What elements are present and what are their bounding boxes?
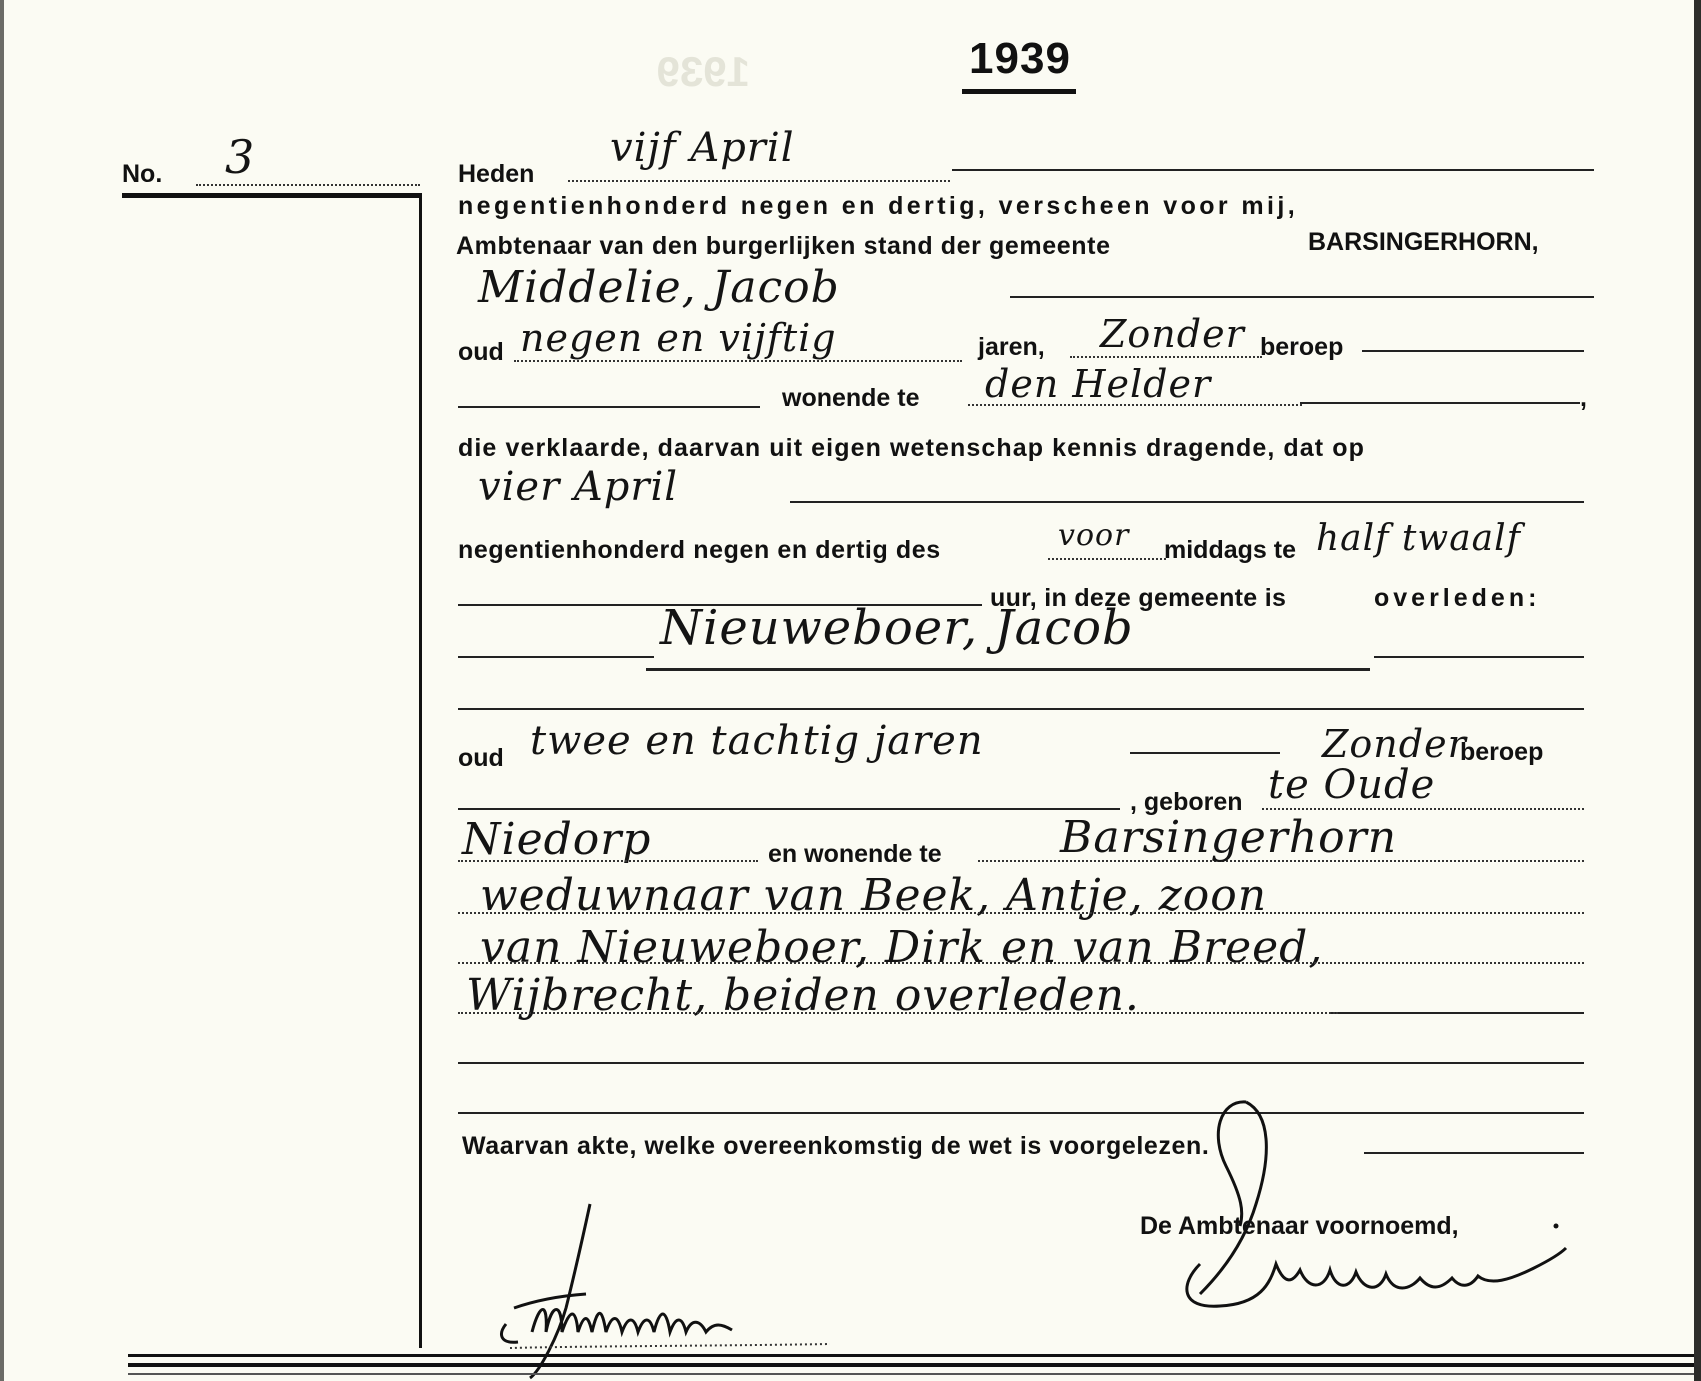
label-oud-deceased: oud — [458, 744, 504, 772]
label-heden: Heden — [458, 160, 535, 188]
hw-residence: Barsingerhorn — [1060, 812, 1398, 863]
hw-declarant-occupation: Zonder — [1100, 312, 1245, 356]
hw-voor: voor — [1058, 518, 1130, 553]
hw-deceased-age: twee en tachtig jaren — [530, 718, 984, 764]
label-beroep-deceased: beroep — [1460, 738, 1544, 766]
age-dots — [514, 360, 962, 362]
deceased-rule-right — [1374, 656, 1584, 658]
closing-statement: Waarvan akte, welke overeenkomstig de wet is voorgelezen. — [462, 1132, 1210, 1160]
margin-top-rule — [122, 193, 420, 198]
blank-rule-2 — [458, 1062, 1584, 1064]
page-edge-left — [0, 0, 4, 1381]
year-underline — [962, 89, 1076, 94]
hw-declarant-age: negen en vijftig — [520, 316, 837, 360]
occupation-dots — [1070, 356, 1262, 358]
label-oud: oud — [458, 338, 504, 366]
label-beroep: beroep — [1260, 333, 1344, 361]
residence-rule — [1300, 402, 1580, 404]
label-overleden: overleden: — [1374, 584, 1541, 612]
label-middags-te: middags te — [1164, 536, 1296, 564]
registrar-signature — [1160, 1094, 1580, 1334]
hw-declarant: Middelie, Jacob — [478, 262, 840, 313]
hw-birthplace-a: te Oude — [1268, 762, 1436, 808]
date-dots — [568, 180, 950, 182]
line-des: negentienhonderd negen en dertig des — [458, 536, 941, 564]
declarant-rule — [1010, 296, 1594, 298]
line-b-dots — [458, 962, 1584, 964]
label-geboren: , geboren — [1130, 788, 1243, 816]
hw-time: half twaalf — [1316, 518, 1521, 559]
label-wonende-te: wonende te — [782, 384, 920, 412]
hw-deceased: Nieuweboer, Jacob — [660, 600, 1134, 656]
deceased-rule-left — [458, 656, 654, 658]
line-c-rule — [1330, 1012, 1584, 1014]
hw-date: vijf April — [610, 125, 795, 171]
blank-rule-1 — [458, 708, 1584, 710]
number-value: 3 — [225, 130, 256, 184]
number-label: No. — [122, 160, 163, 188]
line-verklaarde: die verklaarde, daarvan uit eigen wetenschap kennis dragende, dat op — [458, 434, 1366, 462]
label-jaren: jaren, — [978, 333, 1045, 361]
bleed-through-year: 1939 — [656, 48, 750, 95]
municipality: BARSINGERHORN, — [1308, 228, 1539, 256]
age-rule — [1130, 752, 1280, 754]
date-rule — [952, 169, 1594, 171]
hw-declarant-residence: den Helder — [985, 362, 1212, 406]
line-ambtenaar: Ambtenaar van den burgerlijken stand der gemeente — [456, 232, 1111, 260]
hw-deceased-occupation: Zonder — [1322, 722, 1467, 766]
registrar-label: De Ambtenaar voornoemd, — [1140, 1212, 1459, 1240]
birthplace-dots — [1262, 808, 1584, 810]
line-verscheen: negentienhonderd negen en dertig, verscheen voor mij, — [458, 192, 1299, 220]
document-year: 1939 — [969, 34, 1071, 83]
line-a-dots — [458, 912, 1584, 914]
deceased-underline — [646, 668, 1370, 671]
page-edge-right — [1694, 0, 1701, 1381]
geboren-rule — [458, 808, 1120, 810]
death-date-rule — [790, 501, 1584, 503]
hw-line-c: Wijbrecht, beiden overleden. — [466, 970, 1140, 1021]
bottom-rule-2 — [128, 1363, 1694, 1367]
voor-dots — [1048, 558, 1166, 560]
residence-comma: , — [1580, 384, 1587, 412]
bottom-rule-1 — [128, 1354, 1694, 1357]
number-dots — [196, 184, 420, 186]
label-uur: uur, in deze gemeente is — [990, 584, 1287, 612]
line-c-dots — [458, 1012, 1338, 1014]
wonende-rule-left — [458, 406, 760, 408]
label-en-wonende: en wonende te — [768, 840, 942, 868]
hw-line-b: van Nieuweboer, Dirk en van Breed, — [480, 922, 1324, 973]
birthplace-b-dots — [458, 860, 758, 862]
hw-line-a: weduwnaar van Beek, Antje, zoon — [480, 870, 1268, 921]
hw-death-date: vier April — [478, 464, 679, 510]
margin-vertical-rule — [419, 193, 422, 1348]
hw-birthplace-b: Niedorp — [462, 814, 652, 865]
bottom-rule-3 — [128, 1373, 1694, 1375]
beroep-rule — [1362, 350, 1584, 352]
